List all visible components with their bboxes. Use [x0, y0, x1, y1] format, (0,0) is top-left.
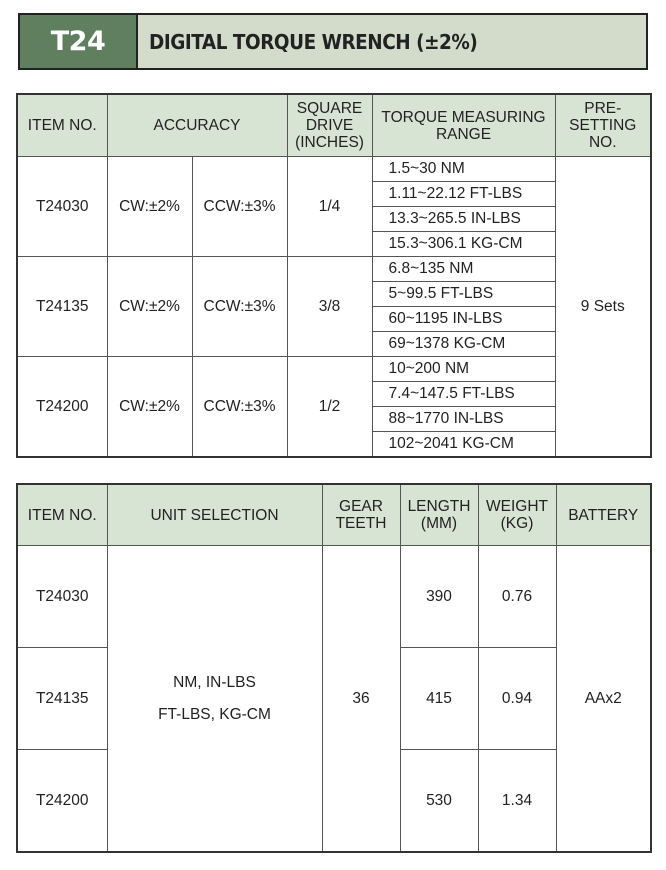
product-code: T24	[20, 15, 138, 68]
ccw-accuracy-cell: CCW:±3%	[192, 157, 287, 257]
cw-accuracy-cell: CW:±2%	[107, 157, 192, 257]
range-cell: 1.5~30 NM	[372, 157, 555, 182]
unit-selection-line: FT-LBS, KG-CM	[158, 705, 271, 723]
header-torque-range: TORQUE MEASURING RANGE	[372, 94, 555, 157]
item-no-cell: T24200	[17, 750, 107, 853]
header-item-no: ITEM NO.	[17, 94, 107, 157]
spec-table	[16, 93, 652, 458]
range-cell: 13.3~265.5 IN-LBS	[372, 207, 555, 232]
title-banner	[18, 13, 648, 70]
weight-cell: 1.34	[478, 750, 556, 853]
ccw-accuracy-cell: CCW:±3%	[192, 357, 287, 458]
gear-teeth-cell: 36	[322, 546, 400, 853]
header-length: LENGTH (MM)	[400, 484, 478, 546]
header-battery: BATTERY	[556, 484, 651, 546]
length-cell: 530	[400, 750, 478, 853]
battery-cell: AAx2	[556, 546, 651, 853]
square-drive-cell: 3/8	[287, 257, 372, 357]
range-cell: 6.8~135 NM	[372, 257, 555, 282]
properties-table	[16, 483, 652, 853]
table-row	[17, 546, 651, 648]
unit-selection-line: NM, IN-LBS	[173, 673, 256, 691]
range-cell: 1.11~22.12 FT-LBS	[372, 182, 555, 207]
item-no-cell: T24200	[17, 357, 107, 458]
length-cell: 390	[400, 546, 478, 648]
range-cell: 15.3~306.1 KG-CM	[372, 232, 555, 257]
header-unit-selection: UNIT SELECTION	[107, 484, 322, 546]
header-square-drive: SQUARE DRIVE (INCHES)	[287, 94, 372, 157]
range-cell: 60~1195 IN-LBS	[372, 307, 555, 332]
table-row	[17, 157, 651, 182]
presetting-cell: 9 Sets	[555, 157, 651, 458]
unit-selection-cell	[107, 546, 322, 853]
ccw-accuracy-cell: CCW:±3%	[192, 257, 287, 357]
square-drive-cell: 1/2	[287, 357, 372, 458]
weight-cell: 0.94	[478, 648, 556, 750]
header-item-no: ITEM NO.	[17, 484, 107, 546]
header-presetting: PRE-SETTING NO.	[555, 94, 651, 157]
range-cell: 5~99.5 FT-LBS	[372, 282, 555, 307]
range-cell: 10~200 NM	[372, 357, 555, 382]
item-no-cell: T24135	[17, 257, 107, 357]
item-no-cell: T24030	[17, 157, 107, 257]
product-title: DIGITAL TORQUE WRENCH (±2%)	[149, 29, 478, 54]
square-drive-cell: 1/4	[287, 157, 372, 257]
cw-accuracy-cell: CW:±2%	[107, 257, 192, 357]
range-cell: 7.4~147.5 FT-LBS	[372, 382, 555, 407]
item-no-cell: T24030	[17, 546, 107, 648]
cw-accuracy-cell: CW:±2%	[107, 357, 192, 458]
range-cell: 102~2041 KG-CM	[372, 432, 555, 458]
weight-cell: 0.76	[478, 546, 556, 648]
header-gear-teeth: GEAR TEETH	[322, 484, 400, 546]
range-cell: 88~1770 IN-LBS	[372, 407, 555, 432]
header-weight: WEIGHT (KG)	[478, 484, 556, 546]
item-no-cell: T24135	[17, 648, 107, 750]
length-cell: 415	[400, 648, 478, 750]
header-accuracy: ACCURACY	[107, 94, 287, 157]
range-cell: 69~1378 KG-CM	[372, 332, 555, 357]
